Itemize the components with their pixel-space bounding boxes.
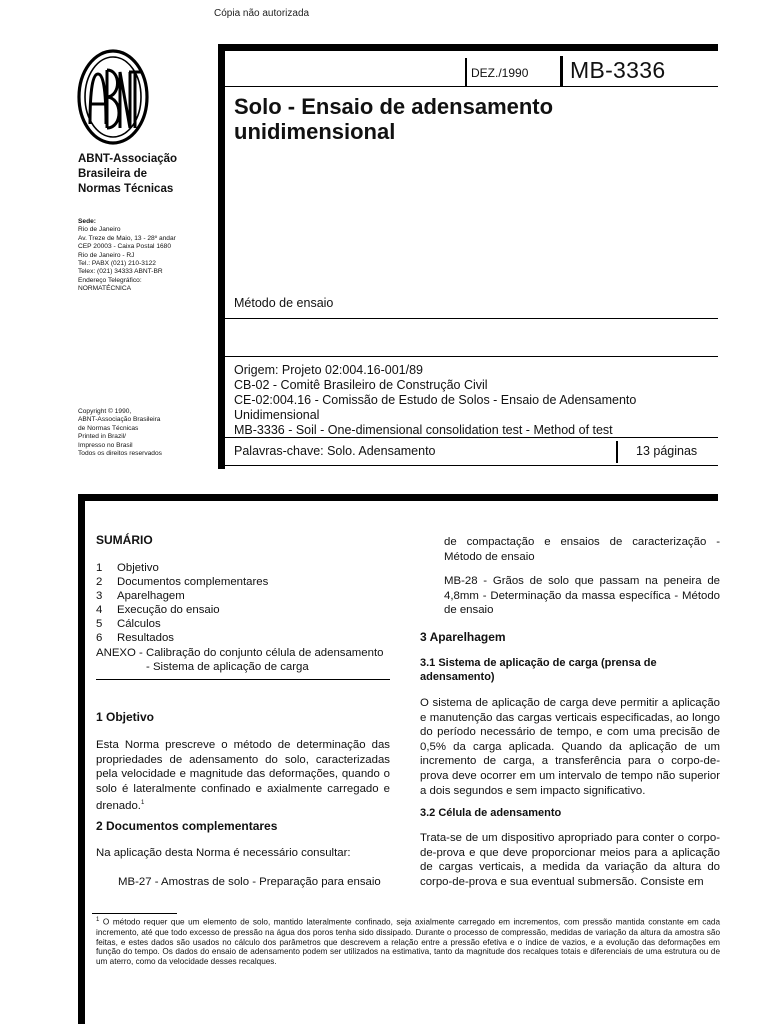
section-2-heading: 2 Documentos complementares — [96, 819, 278, 833]
keywords-top-rule — [225, 437, 718, 438]
reference-mb28: MB-28 - Grãos de solo que passam na peneira de 4,8mm - Determinação da massa específica - Método de ensaio — [444, 575, 720, 617]
copyright-line: Todos os direitos reservados — [78, 450, 162, 458]
copyright-line: Impresso no Brasil — [78, 441, 133, 449]
summary-annex-cont: - Sistema de aplicação de carga — [146, 660, 309, 673]
footnote — [96, 916, 720, 967]
sede-line: Endereço Telegráfico: — [78, 276, 142, 284]
summary-item-label: Cálculos — [117, 618, 161, 631]
organization-name — [78, 152, 177, 197]
footnote-text: O método requer que um elemento de solo, mantido lateralmente confinado, seja axialmente carregado em incrementos, com pressão mantida constante em cada incremento, até que todo excesso de pressão na água dos poros tenha sido dissipado. Durante o processo de compressão, medidas de variação da altura da amostra são feitas, e estes dados são usados no cálculo dos parâmetros que descrevem a relação entre a pressão efetiva e o índice de vazios, e a evolução das deformações em função do tempo. Os dados do ensaio de adensamento podem ser utilizados na estimativa, tanto da magnitude dos recalques totais e diferenciais de uma estrutura ou de um aterro, como da velocidade desses recalques. — [96, 917, 721, 967]
reference-mb27-cont: de compactação e ensaios de caracterização - Método de ensaio — [444, 536, 720, 563]
origem-line: MB-3336 - Soil - One-dimensional consolidation test - Method of test — [234, 423, 613, 437]
org-name-line: Brasileira de — [78, 168, 148, 180]
watermark-text: Cópia não autorizada — [214, 8, 310, 19]
summary-item — [96, 575, 390, 589]
sede-line: Rio de Janeiro - RJ — [78, 251, 135, 259]
sede-line: Telex: (021) 34333 ABNT-BR — [78, 268, 163, 276]
summary-item — [96, 631, 390, 645]
summary-annex: ANEXO - Calibração do conjunto célula de adensamento — [96, 646, 384, 659]
method-rule — [225, 318, 718, 319]
body-vertical-bar — [78, 494, 85, 1024]
keywords-bottom-rule — [225, 465, 718, 466]
copyright-line: Copyright © 1990, — [78, 408, 132, 415]
summary-rule — [96, 679, 390, 680]
sede-line: Sede: — [78, 218, 96, 225]
section-3-1-text: O sistema de aplicação de carga deve permitir a aplicação e manutenção das cargas verticais especificadas, ao longo do período necessário de tempo, e com uma precisão de 0,5% da carga aplicada. Quando da aplicação de um incremento de carga, a transferência para o corpo-de-prova deve ocorrer em um intervalo de tempo não superior a dois segundos e sem impacto significativo. — [420, 697, 720, 797]
copyright-notice — [78, 408, 162, 458]
pages-separator — [616, 441, 618, 463]
summary-item-label: Execução do ensaio — [117, 604, 220, 617]
section-1-paragraph: Esta Norma prescreve o método de determinação das propriedades de adensamento do solo, caracterizadas pela velocidade e magnitude das deformações, quando o solo é lateralmente confinado e axialmente carregado e drenado. — [96, 739, 390, 813]
footnote-rule — [92, 913, 177, 914]
summary-item-number: 5 — [96, 618, 103, 631]
document-title: Solo - Ensaio de adensamento unidimensional — [234, 94, 554, 144]
org-name-line: Normas Técnicas — [78, 183, 174, 195]
summary-item — [96, 603, 390, 617]
footnote-reference: 1 — [140, 800, 145, 807]
date-separator — [465, 58, 467, 86]
document-type: Método de ensaio — [234, 296, 334, 310]
section-1-text — [96, 738, 390, 814]
section-3-2-text: Trata-se de um dispositivo apropriado para conter o corpo-de-prova e que deve proporcionar meios para a aplicação de cargas verticais, a medida da variação da altura do corpo-de-prova e sua eventual submersão. Consiste em — [420, 832, 720, 888]
sede-line: Tel.: PABX (021) 210-3122 — [78, 260, 156, 268]
reference-mb27: MB-27 - Amostras de solo - Preparação para ensaio — [118, 876, 381, 888]
body-horizontal-bar — [78, 494, 718, 501]
footnote-mark: 1 — [96, 917, 100, 923]
origem-block — [234, 363, 636, 438]
summary-item-label: Resultados — [117, 632, 174, 645]
summary-item-number: 2 — [96, 576, 103, 589]
summary-heading: SUMÁRIO — [96, 533, 153, 547]
section-3-heading: 3 Aparelhagem — [420, 630, 506, 644]
section-1-heading: 1 Objetivo — [96, 710, 155, 724]
origem-line: Unidimensional — [234, 408, 320, 422]
summary-item-number: 3 — [96, 590, 103, 603]
header-vertical-bar — [218, 44, 225, 469]
summary-item — [96, 589, 390, 603]
section-3-2-heading: 3.2 Célula de adensamento — [420, 807, 562, 819]
copyright-line: ABNT-Associação Brasileira — [78, 416, 161, 424]
section-3-1-heading: 3.1 Sistema de aplicação de carga (prensa de adensamento) — [420, 657, 657, 683]
sede-line: CEP 20003 - Caixa Postal 1680 — [78, 243, 171, 251]
standard-code: MB-3336 — [570, 57, 666, 83]
header-horizontal-bar — [218, 44, 718, 51]
keywords: Palavras-chave: Solo. Adensamento — [234, 444, 436, 458]
sede-line: Av. Treze de Maio, 13 - 28º andar — [78, 234, 176, 242]
copyright-line: de Normas Técnicas — [78, 424, 139, 432]
sede-line: Rio de Janeiro — [78, 226, 121, 234]
origem-top-rule — [225, 356, 718, 357]
publication-date: DEZ./1990 — [471, 66, 529, 80]
abnt-logo — [77, 48, 149, 146]
code-separator — [560, 56, 563, 86]
origem-line: Origem: Projeto 02:004.16-001/89 — [234, 363, 424, 377]
summary-list — [96, 561, 390, 674]
summary-item-number: 4 — [96, 604, 103, 617]
org-name-line: ABNT-Associação — [78, 153, 178, 165]
sede-line: NORMATÉCNICA — [78, 285, 131, 293]
summary-item-label: Objetivo — [117, 562, 159, 574]
copyright-line: Printed in Brazil/ — [78, 433, 127, 441]
origem-line: CB-02 - Comitê Brasileiro de Construção Civil — [234, 378, 488, 392]
summary-item — [96, 561, 390, 575]
page-count: 13 páginas — [636, 444, 698, 458]
summary-item-number: 6 — [96, 632, 103, 645]
sede-address — [78, 218, 176, 294]
summary-item-label: Documentos complementares — [117, 576, 269, 589]
origem-line: CE-02:004.16 - Comissão de Estudo de Solos - Ensaio de Adensamento — [234, 393, 637, 407]
summary-item — [96, 617, 390, 631]
summary-item-label: Aparelhagem — [117, 590, 185, 603]
header-rule — [225, 86, 718, 87]
summary-item-number: 1 — [96, 562, 103, 574]
section-2-intro: Na aplicação desta Norma é necessário consultar: — [96, 847, 351, 859]
